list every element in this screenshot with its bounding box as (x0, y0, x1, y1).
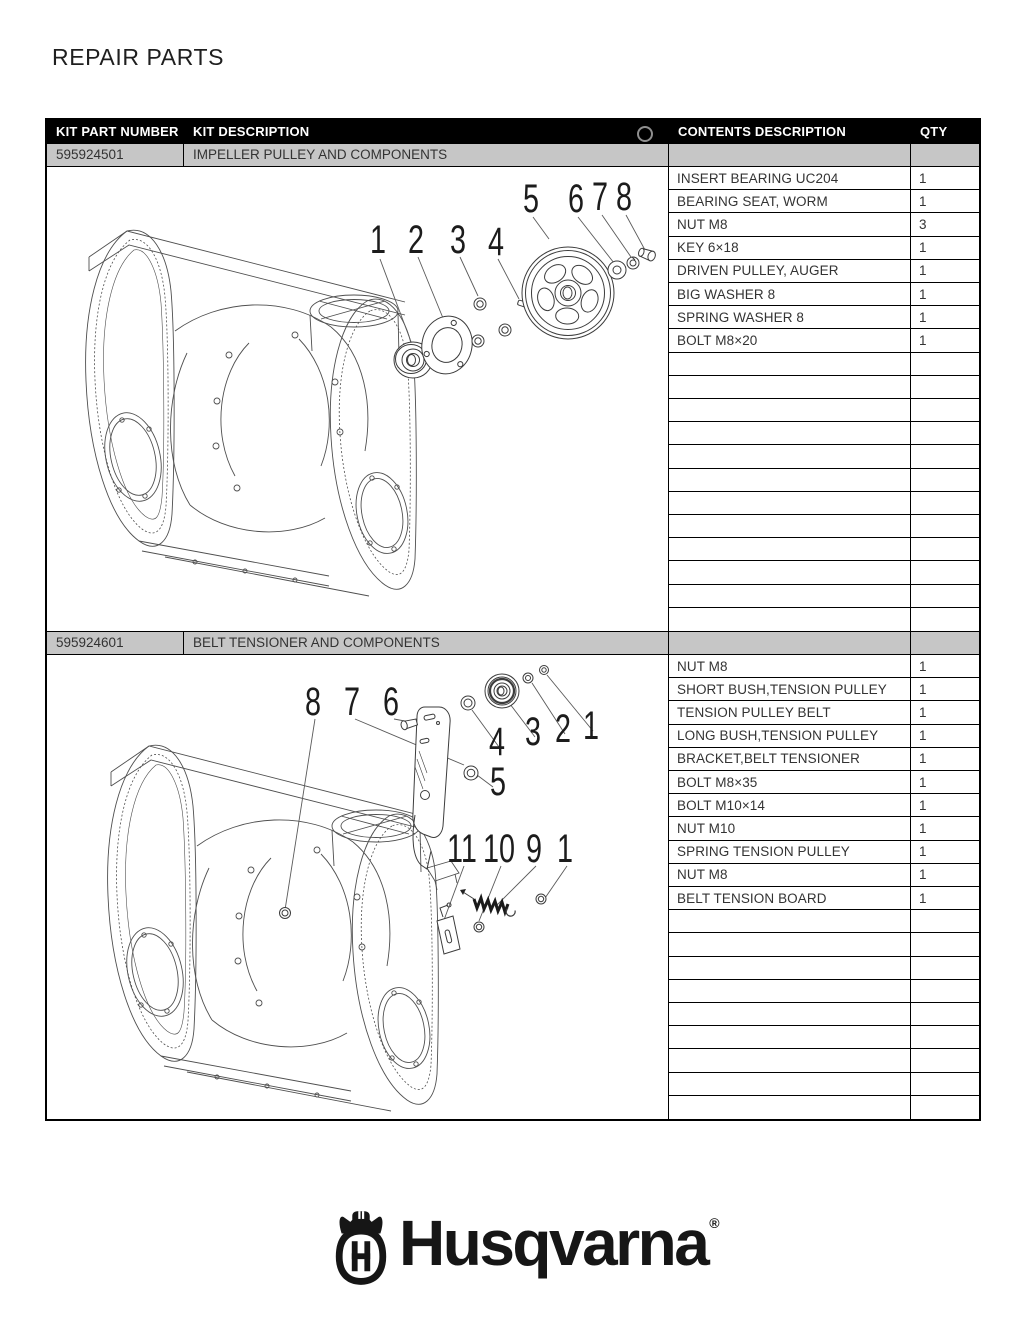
section-belt-tensioner (47, 655, 979, 1119)
part-description (669, 608, 911, 631)
parts-table-row (669, 283, 979, 306)
parts-table-row (669, 655, 979, 678)
brand-logo (330, 1208, 717, 1286)
nut-m8-drawing (472, 335, 484, 347)
callout-label: 2 (407, 217, 425, 263)
kit-row-spacer (669, 144, 911, 166)
parts-table-row (669, 306, 979, 329)
part-description: BIG WASHER 8 (669, 283, 911, 305)
callout-label: 4 (487, 219, 505, 265)
kit-part-number: 595924501 (47, 144, 184, 166)
nut-m8-drawing (540, 666, 549, 675)
callout-numbers (305, 679, 599, 871)
part-description (669, 585, 911, 607)
parts-table-row (669, 771, 979, 794)
nut-m8-drawing (474, 922, 484, 932)
parts-table-row (669, 887, 979, 910)
part-description (669, 469, 911, 491)
callout-label: 11 (447, 826, 477, 872)
callout-label: 4 (488, 719, 506, 765)
driven-pulley-drawing (522, 247, 614, 339)
kit-part-number: 595924601 (47, 632, 184, 654)
parts-table-empty-row (669, 1003, 979, 1026)
tension-board-drawing (437, 903, 460, 954)
header-contents-description: CONTENTS DESCRIPTION (678, 124, 846, 139)
callout-label: 7 (591, 174, 609, 220)
brand-wordmark: Husqvarna ® (399, 1207, 718, 1279)
part-description: NUT M10 (669, 817, 911, 839)
parts-table-empty-row (669, 608, 979, 631)
part-qty (911, 980, 979, 1002)
part-qty: 1 (919, 797, 927, 813)
callout-numbers (370, 174, 632, 264)
part-qty: 1 (919, 263, 927, 279)
part-description: LONG BUSH,TENSION PULLEY (669, 725, 911, 747)
part-qty: 1 (919, 170, 927, 186)
part-qty (911, 515, 979, 537)
parts-table-row (669, 841, 979, 864)
tensioner-bracket-drawing (413, 707, 450, 869)
parts-table-row (669, 864, 979, 887)
part-description (669, 1026, 911, 1048)
parts-table-row (669, 329, 979, 352)
kit-row-impeller (47, 143, 979, 167)
part-qty (911, 957, 979, 979)
part-qty (911, 1049, 979, 1071)
part-description (669, 980, 911, 1002)
part-description: BOLT M8×35 (669, 771, 911, 793)
husqvarna-crown-icon (330, 1210, 392, 1286)
parts-table-row (669, 725, 979, 748)
callout-label: 6 (382, 679, 400, 725)
impeller-exploded-parts (394, 247, 657, 379)
flange-nut-drawing (464, 766, 478, 780)
tension-pulley-drawing (485, 674, 519, 708)
part-description (669, 515, 911, 537)
callout-label: 3 (449, 217, 467, 263)
parts-table-row (669, 237, 979, 260)
callout-label: 3 (524, 709, 542, 755)
part-description: NUT M8 (669, 213, 911, 235)
part-qty (911, 469, 979, 491)
callout-label: 2 (554, 706, 572, 752)
spring-washer-drawing (627, 257, 639, 269)
nut-m8-drawing (536, 894, 546, 904)
tensioner-parts-list (669, 655, 979, 1119)
parts-table-empty-row (669, 376, 979, 399)
tension-spring-drawing (460, 889, 515, 916)
kit-description: IMPELLER PULLEY AND COMPONENTS (184, 144, 669, 166)
part-qty (911, 353, 979, 375)
part-qty (911, 1096, 979, 1119)
part-qty (911, 585, 979, 607)
bolt-m8x35-drawing (400, 718, 418, 731)
callout-label: 1 (556, 826, 574, 872)
part-qty: 1 (919, 890, 927, 906)
parts-table-empty-row (669, 469, 979, 492)
part-qty: 1 (919, 867, 927, 883)
parts-table-row (669, 748, 979, 771)
part-description: NUT M8 (669, 864, 911, 886)
nut-m10-drawing (280, 908, 291, 919)
parts-table-empty-row (669, 933, 979, 956)
part-description: BEARING SEAT, WORM (669, 190, 911, 212)
part-description: BOLT M10×14 (669, 794, 911, 816)
parts-table-empty-row (669, 422, 979, 445)
belt-tensioner-diagram-cell (47, 655, 669, 1119)
kit-row-belt-tensioner (47, 631, 979, 655)
callout-label: 9 (525, 826, 543, 872)
callout-label: 5 (489, 759, 507, 805)
parts-table-row (669, 213, 979, 236)
big-washer-drawing (608, 261, 626, 279)
parts-table-empty-row (669, 492, 979, 515)
parts-table-empty-row (669, 1073, 979, 1096)
part-qty (911, 376, 979, 398)
part-description (669, 492, 911, 514)
long-bush-drawing (461, 696, 475, 710)
part-description (669, 933, 911, 955)
bolt-drawing (637, 247, 656, 262)
part-description (669, 399, 911, 421)
part-description: BRACKET,BELT TENSIONER (669, 748, 911, 770)
part-qty: 1 (919, 658, 927, 674)
parts-table-empty-row (669, 585, 979, 608)
callout-label: 1 (369, 217, 387, 263)
part-qty: 1 (919, 681, 927, 697)
part-qty (911, 910, 979, 932)
registered-trademark: ® (709, 1215, 718, 1231)
header-kit-description: KIT DESCRIPTION (193, 124, 310, 139)
part-qty: 1 (919, 751, 927, 767)
callout-label: 8 (615, 174, 633, 220)
callout-label: 1 (582, 703, 600, 749)
part-description (669, 353, 911, 375)
kit-row-spacer (669, 632, 911, 654)
part-qty: 1 (919, 332, 927, 348)
parts-table-row (669, 190, 979, 213)
header-qty: QTY (920, 124, 948, 139)
part-qty (911, 492, 979, 514)
part-qty: 1 (919, 728, 927, 744)
part-description: TENSION PULLEY BELT (669, 701, 911, 723)
part-description (669, 445, 911, 467)
part-description (669, 1003, 911, 1025)
part-description: DRIVEN PULLEY, AUGER (669, 260, 911, 282)
impeller-parts-list (669, 167, 979, 631)
parts-table-row (669, 167, 979, 190)
part-description (669, 376, 911, 398)
callout-label: 5 (522, 176, 540, 222)
part-qty: 1 (919, 774, 927, 790)
part-description (669, 1096, 911, 1119)
callout-label: 7 (343, 679, 361, 725)
impeller-diagram-cell (47, 167, 669, 631)
part-description (669, 910, 911, 932)
impeller-pulley-exploded-diagram (47, 167, 669, 631)
kit-row-spacer (911, 632, 979, 654)
parts-table-empty-row (669, 353, 979, 376)
part-qty (911, 445, 979, 467)
parts-table (45, 118, 981, 1121)
part-description: SHORT BUSH,TENSION PULLEY (669, 678, 911, 700)
part-description (669, 561, 911, 583)
belt-tensioner-exploded-diagram (47, 655, 669, 1119)
part-qty (911, 933, 979, 955)
part-qty (911, 1003, 979, 1025)
parts-table-empty-row (669, 910, 979, 933)
part-qty: 1 (919, 193, 927, 209)
part-description: INSERT BEARING UC204 (669, 167, 911, 189)
parts-table-empty-row (669, 1096, 979, 1119)
parts-table-empty-row (669, 980, 979, 1003)
part-qty: 3 (919, 216, 927, 232)
section-impeller (47, 167, 979, 631)
short-bush-drawing (523, 673, 533, 683)
parts-table-row (669, 701, 979, 724)
parts-table-row (669, 817, 979, 840)
kit-row-spacer (911, 144, 979, 166)
parts-table-empty-row (669, 515, 979, 538)
callout-label: 10 (482, 826, 516, 872)
table-header-row (47, 120, 979, 143)
part-qty (911, 422, 979, 444)
part-qty: 1 (919, 309, 927, 325)
part-qty (911, 399, 979, 421)
parts-table-row (669, 260, 979, 283)
part-description: KEY 6×18 (669, 237, 911, 259)
kit-description: BELT TENSIONER AND COMPONENTS (184, 632, 669, 654)
part-qty (911, 608, 979, 631)
parts-table-row (669, 794, 979, 817)
part-description: SPRING TENSION PULLEY (669, 841, 911, 863)
parts-table-empty-row (669, 1026, 979, 1049)
nut-m8-drawing (474, 298, 486, 310)
part-qty: 1 (919, 844, 927, 860)
callout-label: 6 (567, 176, 585, 222)
part-description (669, 538, 911, 560)
parts-table-row (669, 678, 979, 701)
part-qty: 1 (919, 286, 927, 302)
callout-label: 8 (304, 679, 322, 725)
page-title: REPAIR PARTS (52, 44, 225, 70)
parts-table-empty-row (669, 445, 979, 468)
part-description: BELT TENSION BOARD (669, 887, 911, 909)
part-description: SPRING WASHER 8 (669, 306, 911, 328)
part-description: BOLT M8×20 (669, 329, 911, 351)
parts-table-empty-row (669, 1049, 979, 1072)
part-qty: 1 (919, 240, 927, 256)
nut-m8-drawing (499, 324, 511, 336)
part-description (669, 1049, 911, 1071)
part-description (669, 957, 911, 979)
scan-ring-artifact (637, 126, 653, 142)
parts-table-empty-row (669, 957, 979, 980)
part-qty: 1 (919, 704, 927, 720)
part-description: NUT M8 (669, 655, 911, 677)
part-qty (911, 1026, 979, 1048)
parts-table-empty-row (669, 561, 979, 584)
parts-table-empty-row (669, 399, 979, 422)
part-qty (911, 1073, 979, 1095)
part-qty: 1 (919, 820, 927, 836)
part-description (669, 422, 911, 444)
part-qty (911, 538, 979, 560)
part-qty (911, 561, 979, 583)
header-kit-part-number: KIT PART NUMBER (56, 124, 179, 139)
part-description (669, 1073, 911, 1095)
parts-table-empty-row (669, 538, 979, 561)
